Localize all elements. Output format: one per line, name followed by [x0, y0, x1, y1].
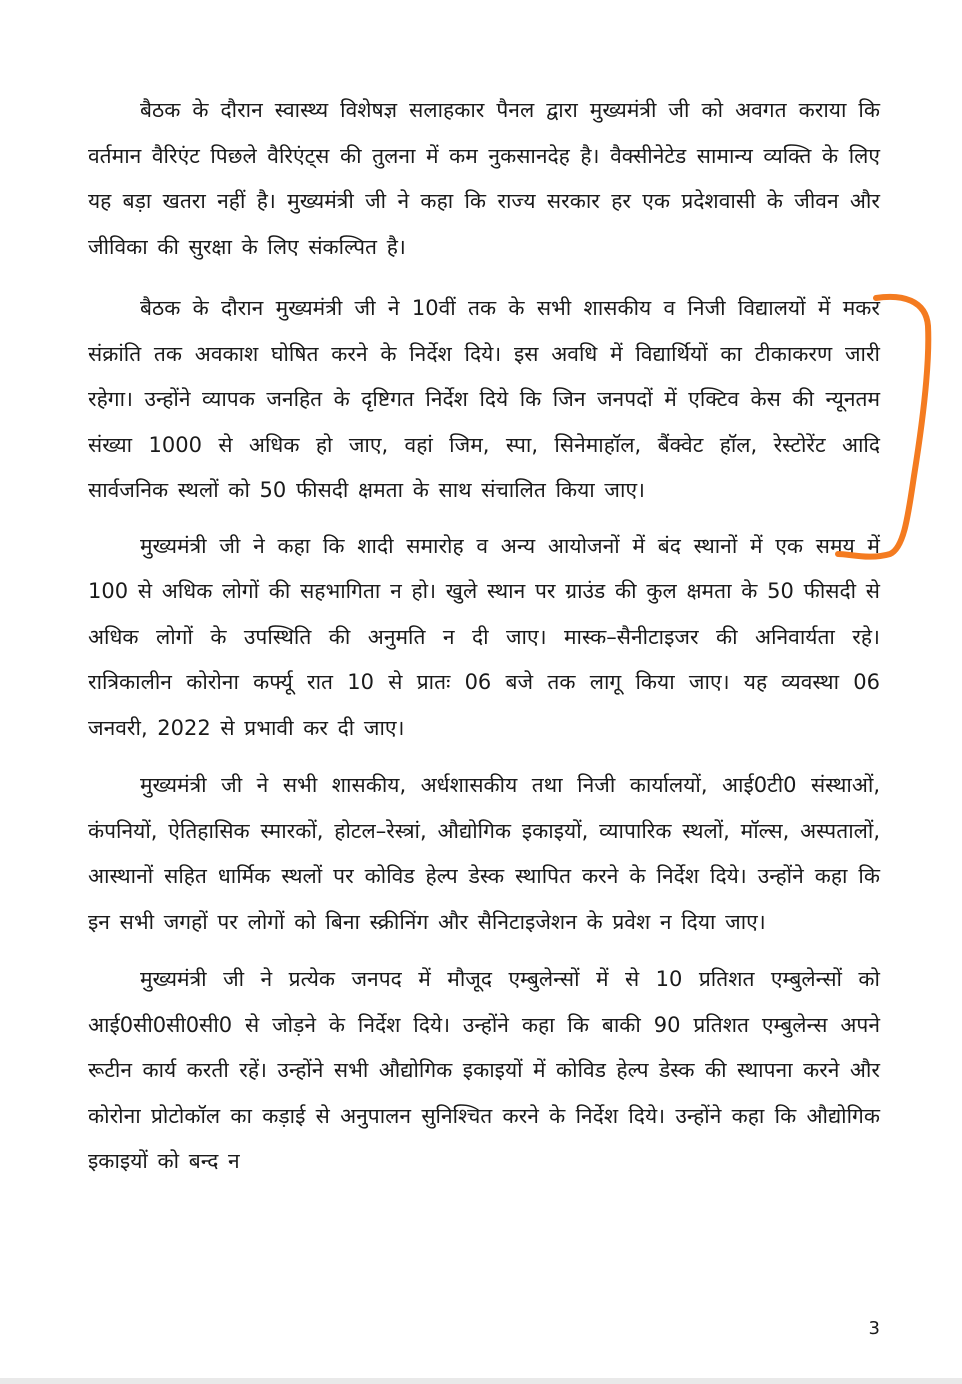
- page-number: 3: [868, 1318, 880, 1339]
- page-bottom-edge: [0, 1378, 962, 1384]
- paragraph-1: बैठक के दौरान स्वास्थ्य विशेषज्ञ सलाहकार पैनल द्वारा मुख्यमंत्री जी को अवगत कराया कि वर्तमान वैरिएंट पिछले वैरिएंट्स की तुलना में कम नुकसानदेह है। वैक्सीनेटेड सामान्य व्यक्ति के लिए यह बड़ा खतरा नहीं है। मुख्यमंत्री जी ने कहा कि राज्य सरकार हर एक प्रदेशवासी के जीवन और जीविका की सुरक्षा के लिए संकल्पित है।: [88, 98, 880, 259]
- paragraph-4: मुख्यमंत्री जी ने सभी शासकीय, अर्धशासकीय तथा निजी कार्यालयों, आई0टी0 संस्थाओं, कंपनियों, ऐतिहासिक स्मारकों, होटल–रेस्त्रां, औद्योगिक इकाइयों, व्यापारिक स्थलों, मॉल्स, अस्पतालों, आस्थानों सहित धार्मिक स्थलों पर कोविड हेल्प डेस्क स्थापित करने के निर्देश दिये। उन्होंने कहा कि इन सभी जगहों पर लोगों को बिना स्क्रीनिंग और सैनिटाइजेशन के प्रवेश न दिया जाए।: [88, 773, 880, 934]
- paragraph-5: मुख्यमंत्री जी ने प्रत्येक जनपद में मौजूद एम्बुलेन्सों में से 10 प्रतिशत एम्बुलेन्सों को आई0सी0सी0सी0 से जोड़ने के निर्देश दिये। उन्होंने कहा कि बाकी 90 प्रतिशत एम्बुलेन्स अपने रूटीन कार्य करती रहें। उन्होंने सभी औद्योगिक इकाइयों में कोविड हेल्प डेस्क की स्थापना करने और कोरोना प्रोटोकॉल का कड़ाई से अनुपालन सुनिश्चित करने के निर्देश दिये। उन्होंने कहा कि औद्योगिक इकाइयों को बन्द न: [88, 967, 880, 1173]
- paragraph-2: बैठक के दौरान मुख्यमंत्री जी ने 10वीं तक के सभी शासकीय व निजी विद्यालयों में मकर संक्रांति तक अवकाश घोषित करने के निर्देश दिये। इस अवधि में विद्यार्थियों का टीकाकरण जारी रहेगा। उन्होंने व्यापक जनहित के दृष्टिगत निर्देश दिये कि जिन जनपदों में एक्टिव केस की न्यूनतम संख्या 1000 से अधिक हो जाए, वहां जिम, स्पा, सिनेमाहॉल, बैंक्वेट हॉल, रेस्टोरेंट आदि सार्वजनिक स्थलों को 50 फीसदी क्षमता के साथ संचालित किया जाए।: [88, 296, 880, 502]
- paragraph-3: मुख्यमंत्री जी ने कहा कि शादी समारोह व अन्य आयोजनों में बंद स्थानों में एक समय में 100 से अधिक लोगों की सहभागिता न हो। खुले स्थान पर ग्राउंड की कुल क्षमता के 50 फीसदी से अधिक लोगों के उपस्थिति की अनुमति न दी जाए। मास्क–सैनीटाइजर की अनिवार्यता रहे। रात्रिकालीन कोरोना कर्फ्यू रात 10 से प्रातः 06 बजे तक लागू किया जाए। यह व्यवस्था 06 जनवरी, 2022 से प्रभावी कर दी जाए।: [88, 533, 880, 740]
- document-body: [88, 88, 880, 1185]
